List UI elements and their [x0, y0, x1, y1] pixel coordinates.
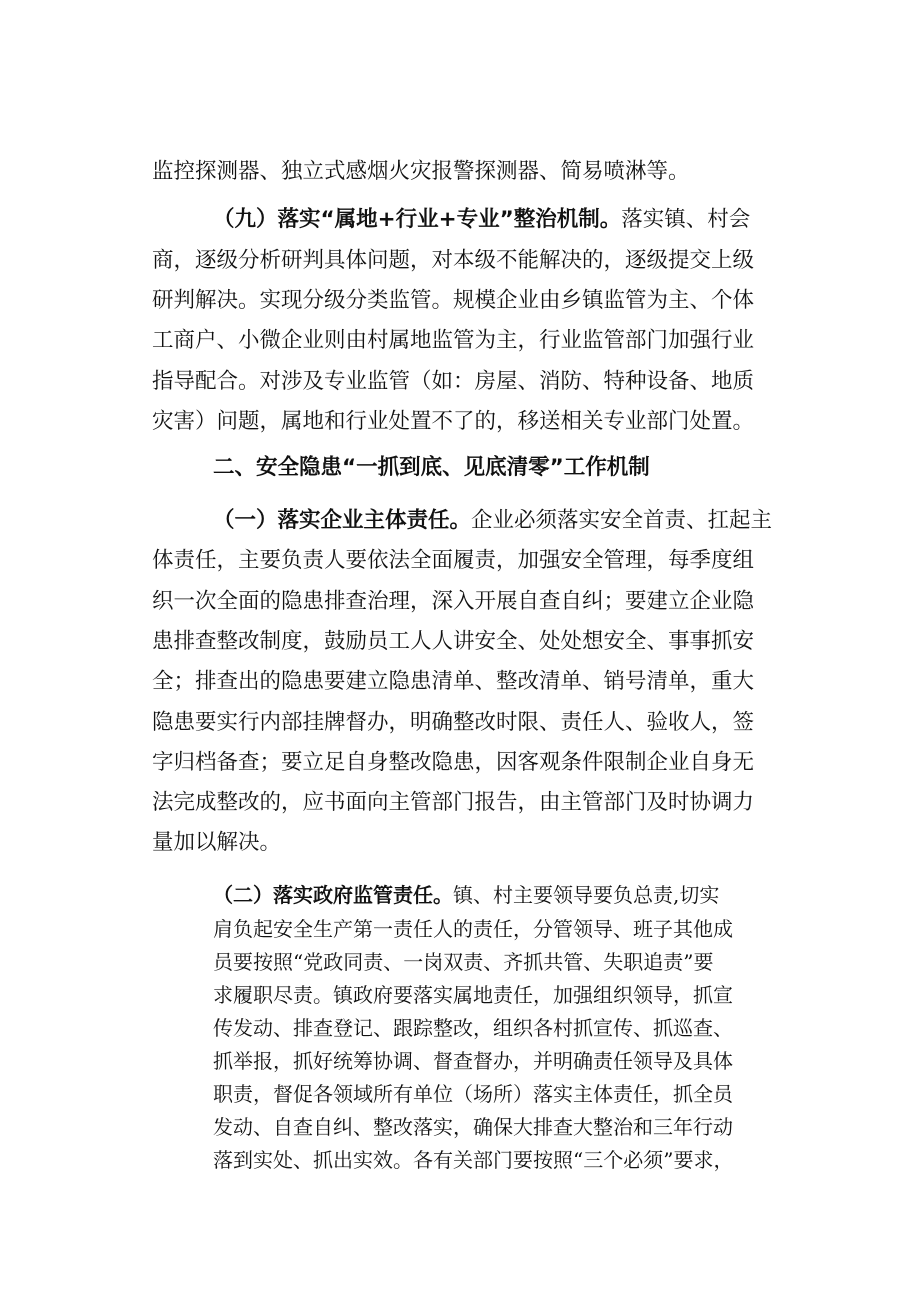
text-line: 全；排查出的隐患要建立隐患清单、整改清单、销号清单，重大: [152, 669, 755, 694]
paragraph-line-first: [213, 205, 813, 235]
section-title: 二、安全隐患“一抓到底、见底清零”工作机制: [213, 455, 650, 480]
text-line: 求履职尽责。镇政府要落实属地责任，加强组织领导，抓宣: [213, 983, 733, 1007]
text-line: 隐患要实行内部挂牌督办，明确整改时限、责任人、验收人，签: [152, 710, 755, 735]
text-line: 法完成整改的，应书面向主管部门报告，由主管部门及时协调力: [152, 790, 755, 815]
text-line: 患排查整改制度，鼓励员工人人讲安全、处处想安全、事事抓安: [152, 629, 755, 654]
paragraph-heading: （一）落实企业主体责任。: [213, 508, 472, 533]
text-line: 传发动、排查登记、跟踪整改，组织各村抓宣传、抓巡查、: [213, 1016, 733, 1040]
text-line: 发动、自查自纠、整改落实，确保大排查大整治和三年行动: [213, 1115, 733, 1139]
text-line: 字归档备查；要立足自身整改隐患，因客观条件限制企业自身无: [152, 750, 755, 775]
text-line: 职责，督促各领域所有单位（场所）落实主体责任，抓全员: [213, 1082, 733, 1106]
text-line: 灾害）问题，属地和行业处置不了的，移送相关专业部门处置。: [152, 409, 755, 434]
text-line: 监控探测器、独立式感烟火灾报警探测器、简易喷淋等。: [152, 159, 690, 184]
paragraph-line-first: [213, 506, 813, 536]
text-line: 研判解决。实现分级分类监管。规模企业由乡镇监管为主、个体: [152, 288, 755, 313]
text-line: 量加以解决。: [152, 830, 282, 855]
text-line: 指导配合。对涉及专业监管（如：房屋、消防、特种设备、地质: [152, 369, 755, 394]
text-run: 企业必须落实安全首责、扛起主: [471, 508, 773, 533]
text-line: 肩负起安全生产第一责任人的责任，分管领导、班子其他成: [213, 917, 733, 941]
text-run: 落实镇、村会: [621, 207, 751, 232]
paragraph-line-first: [213, 880, 813, 910]
paragraph-heading: （二）落实政府监管责任。: [213, 883, 453, 907]
text-line: 织一次全面的隐患排查治理，深入开展自查自纠；要建立企业隐: [152, 589, 755, 614]
paragraph-heading: （九）落实“属地+行业+专业”整治机制。: [213, 207, 622, 232]
text-line: 抓举报，抓好统筹协调、督查督办，并明确责任领导及具体: [213, 1049, 733, 1073]
text-line: 商，逐级分析研判具体问题，对本级不能解决的，逐级提交上级: [152, 248, 755, 273]
text-line: 体责任，主要负责人要依法全面履责，加强安全管理，每季度组: [152, 548, 755, 573]
text-run: 镇、村主要领导要负总责,切实: [453, 883, 720, 907]
text-line: 工商户、小微企业则由村属地监管为主，行业监管部门加强行业: [152, 328, 755, 353]
text-line: 落到实处、抓出实效。各有关部门要按照“三个必须”要求，: [213, 1148, 734, 1172]
text-line: 员要按照“党政同责、一岗双责、齐抓共管、失职追责”要: [213, 950, 714, 974]
